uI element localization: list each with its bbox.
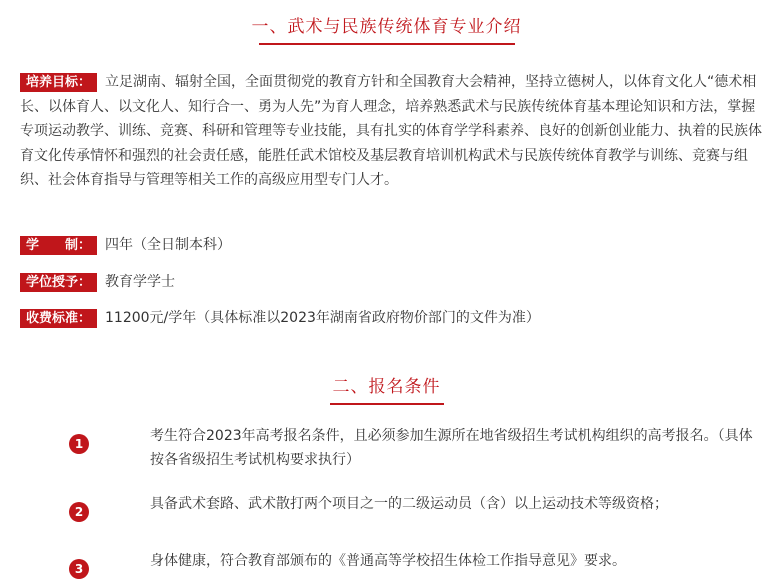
degree-value: 教育学学士 xyxy=(105,274,176,290)
degree-row xyxy=(20,271,760,293)
training-goal-text: 立足湖南、辐射全国，全面贯彻党的教育方针和全国教育大会精神，坚持立德树人，以体育文化人“德术相长、以体育人、以文化人、知行合一、勇为人先”为育人理念，培养熟悉武术与民族传统体育基本理论知识和方法，掌握专项运动教学、训练、竞赛、科研和管理等专业技能，具有扎实的体育学学科素养、良好的创新创业能力、执着的民族体育文化传承情怀和强烈的社会责任感，能胜任武术馆校及基层教育培训机构武术与民族传统体育教学与训练、竞赛与组织、社会体育指导与管理等相关工作的高级应用型专门人才。 xyxy=(20,74,762,189)
training-goal-paragraph xyxy=(20,70,762,193)
duration-label: 学 制： xyxy=(20,236,97,255)
item-number-badge: 3 xyxy=(69,559,89,579)
fee-row xyxy=(20,307,760,329)
fee-label: 收费标准： xyxy=(20,309,97,328)
requirement-item-2: 具备武术套路、武术散打两个项目之一的二级运动员（含）以上运动技术等级资格； xyxy=(150,496,668,512)
requirement-item-3: 身体健康，符合教育部颁布的《普通高等学校招生体检工作指导意见》要求。 xyxy=(150,553,626,569)
title-underline xyxy=(330,403,444,405)
item-number-badge: 1 xyxy=(69,434,89,454)
section-title-requirements xyxy=(0,372,773,405)
section-title-requirements-text: 二、报名条件 xyxy=(332,377,441,397)
training-goal-label: 培养目标： xyxy=(20,73,97,92)
item-number-badge: 2 xyxy=(69,502,89,522)
degree-label: 学位授予： xyxy=(20,273,97,292)
section-title-intro xyxy=(0,12,773,45)
requirement-item-1: 考生符合2023年高考报名条件，且必须参加生源所在地省级招生考试机构组织的高考报名。（具体按各省级招生考试机构要求执行） xyxy=(150,428,753,468)
duration-value: 四年（全日制本科） xyxy=(105,237,232,253)
fee-value: 11200元/学年（具体标准以2023年湖南省政府物价部门的文件为准） xyxy=(105,310,540,326)
section-title-intro-text: 一、武术与民族传统体育专业介绍 xyxy=(251,17,522,37)
duration-row xyxy=(20,234,760,256)
title-underline xyxy=(259,43,515,45)
